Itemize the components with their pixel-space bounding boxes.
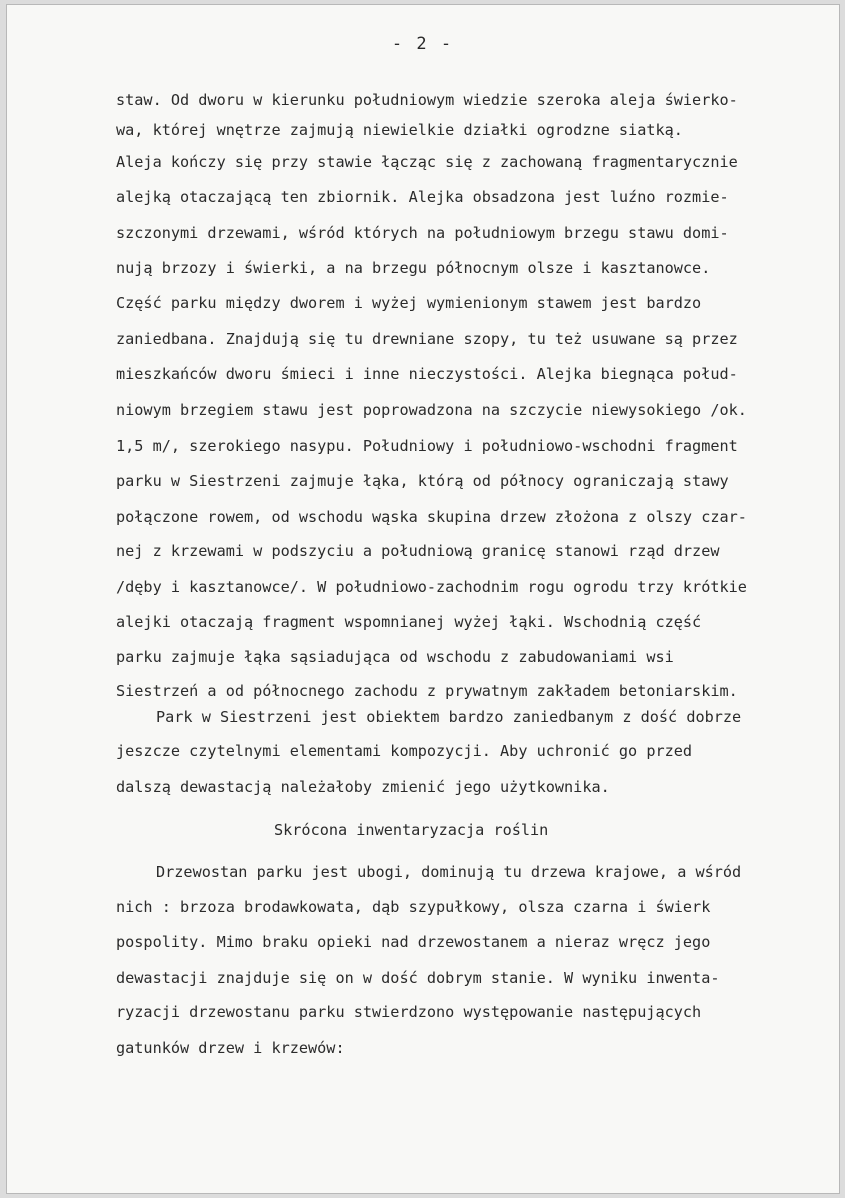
text-line: Siestrzeń a od północnego zachodu z prywatnym zakładem betoniarskim. <box>116 682 738 700</box>
text-line: Aleja kończy się przy stawie łącząc się z zachowaną fragmentarycznie <box>116 153 738 171</box>
text-line: alejki otaczają fragment wspomnianej wyżej łąki. Wschodnią część <box>116 613 702 631</box>
text-line: Drzewostan parku jest ubogi, dominują tu drzewa krajowe, a wśród <box>156 863 742 881</box>
text-line: połączone rowem, od wschodu wąska skupina drzew złożona z olszy czar- <box>116 508 747 526</box>
text-line: parku zajmuje łąka sąsiadująca od wschodu z zabudowaniami wsi <box>116 648 674 666</box>
text-line: staw. Od dworu w kierunku południowym wiedzie szeroka aleja świerko- <box>116 91 738 109</box>
text-line: nują brzozy i świerki, a na brzegu północnym olsze i kasztanowce. <box>116 259 711 277</box>
text-line: alejką otaczającą ten zbiornik. Alejka obsadzona jest luźno rozmie- <box>116 188 729 206</box>
text-line: nej z krzewami w podszyciu a południową granicę stanowi rząd drzew <box>116 542 720 560</box>
text-line: Park w Siestrzeni jest obiektem bardzo zaniedbanym z dość dobrze <box>156 708 742 726</box>
text-line: nich : brzoza brodawkowata, dąb szypułkowy, olsza czarna i świerk <box>116 898 711 916</box>
text-line: wa, której wnętrze zajmują niewielkie działki ogrodzne siatką. <box>116 121 683 139</box>
section-heading: Skrócona inwentaryzacja roślin <box>274 821 549 839</box>
text-line: dewastacji znajduje się on w dość dobrym stanie. W wyniku inwenta- <box>116 969 720 987</box>
text-line: szczonymi drzewami, wśród których na południowym brzegu stawu domi- <box>116 224 729 242</box>
text-line: /dęby i kasztanowce/. W południowo-zachodnim rogu ogrodu trzy krótkie <box>116 578 747 596</box>
page-number: - 2 - <box>391 34 454 54</box>
text-line: 1,5 m/, szerokiego nasypu. Południowy i południowo-wschodni fragment <box>116 437 738 455</box>
text-line: pospolity. Mimo braku opieki nad drzewostanem a nieraz wręcz jego <box>116 933 711 951</box>
text-line: dalszą dewastacją należałoby zmienić jego użytkownika. <box>116 778 610 796</box>
text-line: ryzacji drzewostanu parku stwierdzono występowanie następujących <box>116 1003 702 1021</box>
text-line: parku w Siestrzeni zajmuje łąka, którą od północy ograniczają stawy <box>116 472 729 490</box>
text-line: jeszcze czytelnymi elementami kompozycji. Aby uchronić go przed <box>116 742 693 760</box>
text-line: zaniedbana. Znajdują się tu drewniane szopy, tu też usuwane są przez <box>116 330 738 348</box>
text-line: gatunków drzew i krzewów: <box>116 1039 345 1057</box>
text-line: Część parku między dworem i wyżej wymienionym stawem jest bardzo <box>116 294 702 312</box>
text-line: niowym brzegiem stawu jest poprowadzona na szczycie niewysokiego /ok. <box>116 401 747 419</box>
text-line: mieszkańców dworu śmieci i inne nieczystości. Alejka biegnąca połud- <box>116 365 738 383</box>
